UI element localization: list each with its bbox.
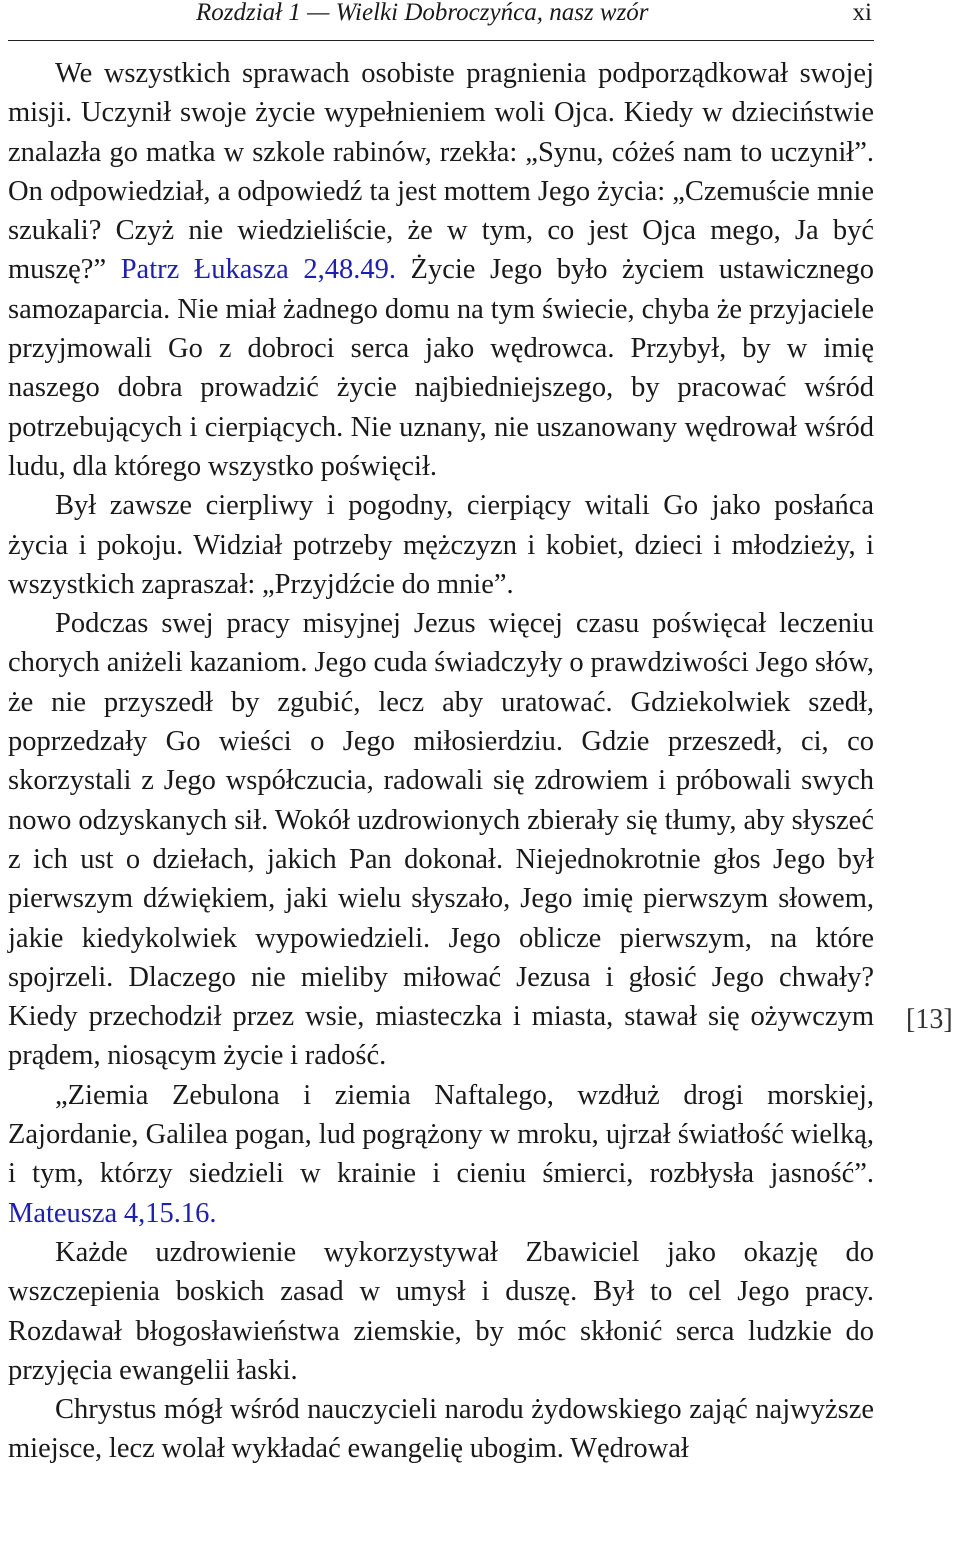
bible-reference-link[interactable]: Mateusza 4,15.16. xyxy=(8,1197,217,1229)
paragraph xyxy=(8,1076,874,1233)
paragraph-text: Życie Jego było życiem ustawicznego samozaparcia. Nie miał żadnego domu na tym świecie, chyba że przyjaciele przyjmowali Go z dobroci serca jako wędrowca. Przybył, by w imię naszego dobra prowadzić życie najbiedniejszego, by pracować wśród potrzebujących i cierpiących. Nie uznany, nie uszanowany wędrował wśród ludu, dla którego wszystko poświęcił. xyxy=(8,254,874,482)
bible-reference-link[interactable]: Patrz Łukasza 2,48.49. xyxy=(120,254,396,286)
paragraph xyxy=(8,1233,874,1390)
paragraph xyxy=(8,486,874,604)
paragraph-text: Podczas swej pracy misyjnej Jezus więcej czasu poświęcał leczeniu chorych aniżeli kazaniom. Jego cuda świadczyły o prawdziwości Jego słów, że nie przyszedł by zgubić, lecz aby uratować. Gdziekolwiek szedł, poprzedzały Go wieści o Jego miłosierdziu. Gdzie przeszedł, ci, co skorzystali z Jego współczucia, radowali się zdrowiem i próbowali swych nowo odzyskanych sił. Wokół uzdrowionych zbierały się tłumy, aby słyszeć z ich ust o dziełach, jakich Pan dokonał. Niejednokrotnie głos Jego był pierwszym dźwiękiem, jaki wielu słyszało, Jego imię pierwszym słowem, jakie kiedykolwiek wypowiedzieli. Jego oblicze pierwszym, na które spojrzeli. Dlaczego nie mieliby miłować Jezusa i głosić Jego chwały? Kiedy przechodził przez wsie, miasteczka i miasta, stawał się ożywczym prądem, niosącym życie i radość. xyxy=(8,608,874,1072)
running-header xyxy=(8,0,874,41)
body-text xyxy=(8,54,874,1469)
book-page xyxy=(8,0,874,1465)
paragraph-text: Każde uzdrowienie wykorzystywał Zbawiciel jako okazję do wszczepienia boskich zasad w umysł i duszę. Był to cel Jego pracy. Rozdawał błogosławieństwa ziemskie, by móc skłonić serca ludzkie do przyjęcia ewangelii łaski. xyxy=(8,1236,874,1386)
running-title: Rozdział 1 — Wielki Dobroczyńca, nasz wzór xyxy=(196,0,649,26)
page-number: xi xyxy=(852,0,872,26)
paragraph xyxy=(8,54,874,486)
paragraph xyxy=(8,604,874,1076)
margin-page-marker: [13] xyxy=(906,1004,953,1035)
paragraph-text: Był zawsze cierpliwy i pogodny, cierpiący witali Go jako posłańca życia i pokoju. Widział potrzeby mężczyzn i kobiet, dzieci i młodzieży, i wszystkich zapraszał: „Przyjdźcie do mnie”. xyxy=(8,490,874,600)
paragraph-text: Chrystus mógł wśród nauczycieli narodu żydowskiego zająć najwyższe miejsce, lecz wolał wykładać ewangelię ubogim. Wędrował xyxy=(8,1394,874,1465)
paragraph-text: „Ziemia Zebulona i ziemia Naftalego, wzdłuż drogi morskiej, Zajordanie, Galilea pogan, lud pogrążony w mroku, ujrzał światłość wielką, i tym, którzy siedzieli w krainie i cieniu śmierci, rozbłysła jasność”. xyxy=(8,1079,874,1190)
paragraph-text: We wszystkich sprawach osobiste pragnienia podporządkował swojej misji. Uczynił swoje życie wypełnieniem woli Ojca. Kiedy w dzieciństwie znalazła go matka w szkole rabinów, rzekła: „Synu, cóżeś nam to uczynił”. On odpowiedział, a odpowiedź ta jest mottem Jego życia: „Czemuście mnie szukali? Czyż nie wiedzieliście, że w tym, co jest Ojca mego, Ja być muszę?” xyxy=(8,58,874,286)
paragraph xyxy=(8,1390,874,1469)
